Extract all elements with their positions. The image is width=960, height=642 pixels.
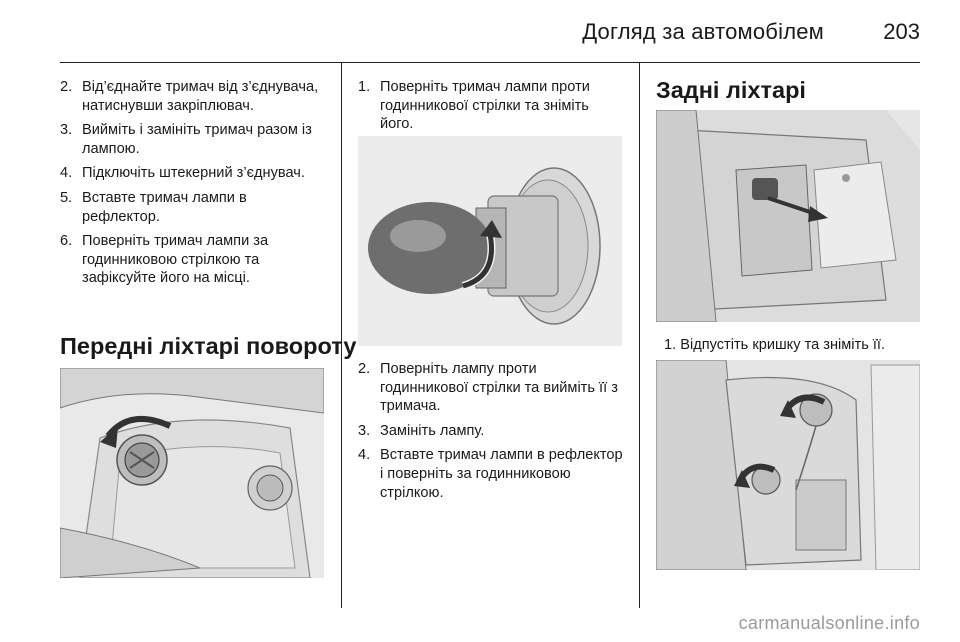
list-item: 3. Замініть лампу. bbox=[358, 422, 485, 439]
page-header bbox=[60, 0, 920, 63]
column-2-lower bbox=[358, 360, 624, 612]
list-item: 2. Поверніть лампу проти годинникової стрілки та вийміть її з тримача. bbox=[358, 361, 618, 415]
step-list bbox=[358, 360, 624, 502]
section-title: Передні ліхтарі повороту bbox=[60, 333, 357, 359]
list-item: 4. Підключіть штекерний з’єднувач. bbox=[60, 165, 305, 182]
rear-bulb-holders-illustration bbox=[656, 360, 920, 570]
list-item: 1. Поверніть тримач лампи проти годинникової стрілки та зніміть його. bbox=[358, 79, 590, 133]
step-list bbox=[60, 78, 326, 288]
rear-lamp-unit-drawing bbox=[656, 360, 920, 570]
figure-caption: 1. Відпустіть кришку та зніміть її. bbox=[664, 337, 886, 353]
list-item: 2. Від’єднайте тримач від з’єднувача, натиснувши закріплювач. bbox=[60, 79, 319, 114]
list-item: 6. Поверніть тримач лампи за годинниковою стрілкою та зафіксуйте його на місці. bbox=[60, 233, 269, 287]
page-number: 203 bbox=[883, 19, 920, 44]
bulb-and-holder-drawing bbox=[358, 136, 622, 346]
step-list bbox=[358, 78, 624, 134]
front-indicator-illustration bbox=[60, 368, 324, 578]
bulb-holder-illustration bbox=[358, 136, 622, 346]
list-item: 5. Вставте тримач лампи в рефлектор. bbox=[60, 189, 247, 225]
section-title: Задні ліхтарі bbox=[656, 77, 806, 103]
list-item: 3. Вийміть і замініть тримач разом із лампою. bbox=[60, 122, 312, 157]
trunk-side-panel-drawing bbox=[656, 110, 920, 322]
headlamp-housing-drawing bbox=[60, 368, 324, 578]
rear-lamp-cover-illustration bbox=[656, 110, 920, 322]
column-divider bbox=[639, 62, 640, 608]
header-title: Догляд за автомобілем bbox=[582, 19, 824, 44]
list-item: 4. Вставте тримач лампи в рефлектор і поверніть за годинниковою стрілкою. bbox=[358, 447, 623, 501]
watermark: carmanualsonline.info bbox=[738, 613, 920, 633]
